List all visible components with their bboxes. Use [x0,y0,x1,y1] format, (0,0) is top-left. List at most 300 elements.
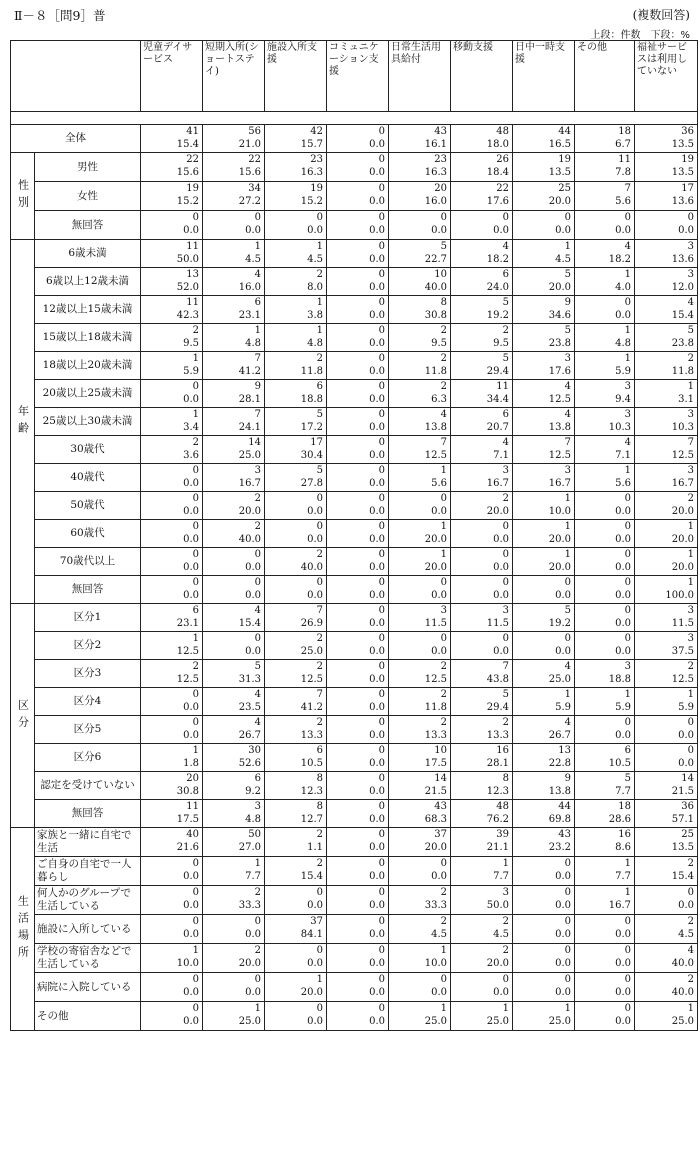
count-value: 2 [687,858,694,869]
count-value: 43 [434,801,447,812]
count-value: 2 [316,661,323,672]
value-cell [513,548,575,576]
value-cell [513,380,575,408]
value-cell [203,1002,265,1031]
value-cell [389,688,451,716]
column-header: 短期入所(ショートステイ) [203,41,265,112]
value-cell [141,240,203,268]
unit-note: 上段：件数 下段：% [590,30,690,41]
row-label: その他 [35,1002,141,1031]
count-value: 0 [378,212,385,223]
count-value: 1 [254,1003,261,1014]
row-label: 施設に入所している [35,915,141,944]
count-value: 2 [316,549,323,560]
percent-value: 0.0 [369,254,385,265]
row-label: 6歳以上12歳未満 [35,268,141,296]
percent-value: 5.6 [615,478,631,489]
column-header: 移動支援 [451,41,513,112]
percent-value: 24.1 [238,422,261,433]
percent-value: 0.0 [183,871,199,882]
percent-value: 12.5 [176,646,199,657]
percent-value: 0.0 [369,814,385,825]
percent-value: 13.3 [486,730,509,741]
value-cell [327,660,389,688]
percent-value: 20.0 [548,562,571,573]
value-cell [389,211,451,240]
value-cell [327,125,389,153]
percent-value: 0.0 [245,590,261,601]
row-label: 区分6 [35,744,141,772]
value-cell [451,944,513,973]
value-cell [451,520,513,548]
count-value: 18 [618,801,631,812]
percent-value: 11.5 [671,618,694,629]
count-value: 22 [248,154,261,165]
count-value: 5 [624,773,631,784]
count-value: 0 [316,521,323,532]
count-value: 4 [502,437,509,448]
count-value: 1 [624,887,631,898]
percent-value: 0.0 [615,310,631,321]
count-value: 0 [440,577,447,588]
count-value: 0 [378,801,385,812]
value-cell [513,604,575,632]
count-value: 37 [310,916,323,927]
percent-value: 0.0 [369,618,385,629]
value-cell [327,240,389,268]
value-cell [513,744,575,772]
value-cell [265,800,327,828]
percent-value: 84.1 [300,929,323,940]
percent-value: 25.0 [238,1016,261,1027]
count-value: 1 [564,493,571,504]
value-cell [513,240,575,268]
table-row [11,857,698,886]
count-value: 36 [681,126,694,137]
value-cell [575,211,635,240]
count-value: 1 [624,465,631,476]
value-cell [635,520,698,548]
percent-value: 34.4 [486,394,509,405]
percent-value: 0.0 [183,394,199,405]
count-value: 3 [440,605,447,616]
value-cell [203,436,265,464]
count-value: 4 [564,717,571,728]
count-value: 43 [434,126,447,137]
percent-value: 7.7 [245,871,261,882]
percent-value: 20.0 [671,534,694,545]
percent-value: 23.1 [238,310,261,321]
value-cell [203,182,265,211]
percent-value: 17.5 [176,814,199,825]
value-cell [203,828,265,857]
count-value: 2 [254,521,261,532]
count-value: 5 [254,661,261,672]
value-cell [265,576,327,604]
percent-value: 21.1 [486,842,509,853]
value-cell [451,436,513,464]
row-label: 病院に入院している [35,973,141,1002]
count-value: 1 [687,549,694,560]
count-value: 19 [310,183,323,194]
value-cell [513,520,575,548]
count-value: 0 [687,745,694,756]
value-cell [451,296,513,324]
percent-value: 0.0 [369,871,385,882]
percent-value: 0.0 [369,422,385,433]
percent-value: 40.0 [671,987,694,998]
value-cell [203,492,265,520]
percent-value: 30.8 [424,310,447,321]
count-value: 3 [624,381,631,392]
value-cell [141,632,203,660]
count-value: 1 [440,549,447,560]
count-value: 9 [564,297,571,308]
percent-value: 28.6 [608,814,631,825]
value-cell [575,125,635,153]
percent-value: 50.0 [486,900,509,911]
percent-value: 7.7 [615,871,631,882]
count-value: 1 [564,549,571,560]
percent-value: 0.0 [615,987,631,998]
count-value: 11 [496,381,509,392]
percent-value: 29.4 [486,702,509,713]
count-value: 0 [378,269,385,280]
percent-value: 0.0 [369,674,385,685]
value-cell [451,915,513,944]
count-value: 14 [248,437,261,448]
percent-value: 0.0 [615,730,631,741]
percent-value: 30.4 [300,450,323,461]
count-value: 0 [192,549,199,560]
percent-value: 12.7 [300,814,323,825]
value-cell [389,352,451,380]
count-value: 0 [192,493,199,504]
value-cell [389,408,451,436]
count-value: 0 [378,183,385,194]
percent-value: 0.0 [307,900,323,911]
percent-value: 42.3 [176,310,199,321]
table-row [11,660,698,688]
percent-value: 43.8 [486,674,509,685]
value-cell [635,716,698,744]
count-value: 1 [254,241,261,252]
table-row [11,268,698,296]
percent-value: 16.7 [486,478,509,489]
count-value: 1 [192,353,199,364]
value-cell [265,744,327,772]
percent-value: 20.0 [238,958,261,969]
value-cell [635,973,698,1002]
row-label: 女性 [35,182,141,211]
percent-value: 5.9 [183,366,199,377]
value-cell [141,973,203,1002]
count-value: 44 [558,126,571,137]
percent-value: 15.4 [238,618,261,629]
value-cell [265,240,327,268]
value-cell [203,548,265,576]
percent-value: 5.6 [431,478,447,489]
value-cell [635,153,698,182]
value-cell [141,604,203,632]
percent-value: 0.0 [369,646,385,657]
value-cell [635,604,698,632]
value-cell [141,520,203,548]
percent-value: 10.0 [176,958,199,969]
value-cell [513,324,575,352]
value-cell [635,492,698,520]
percent-value: 9.5 [183,338,199,349]
percent-value: 0.0 [369,534,385,545]
percent-value: 0.0 [369,786,385,797]
percent-value: 0.0 [555,900,571,911]
percent-value: 0.0 [369,730,385,741]
value-cell [389,548,451,576]
count-value: 0 [378,773,385,784]
value-cell [451,660,513,688]
value-cell [575,520,635,548]
percent-value: 20.0 [300,987,323,998]
count-value: 16 [496,745,509,756]
value-cell [513,716,575,744]
percent-value: 4.8 [245,338,261,349]
count-value: 4 [564,381,571,392]
table-row [11,800,698,828]
count-value: 0 [316,887,323,898]
count-value: 16 [618,829,631,840]
percent-value: 11.5 [486,618,509,629]
count-value: 0 [687,887,694,898]
percent-value: 0.0 [369,842,385,853]
percent-value: 12.5 [671,674,694,685]
percent-value: 15.6 [176,167,199,178]
percent-value: 15.4 [671,871,694,882]
value-cell [141,296,203,324]
percent-value: 0.0 [369,394,385,405]
value-cell [635,464,698,492]
value-cell [265,915,327,944]
count-value: 1 [624,353,631,364]
count-value: 0 [624,633,631,644]
value-cell [141,857,203,886]
count-value: 0 [440,633,447,644]
percent-value: 100.0 [665,590,694,601]
count-value: 2 [502,325,509,336]
report-header [0,0,700,40]
count-value: 6 [316,381,323,392]
count-value: 42 [310,126,323,137]
count-value: 11 [186,801,199,812]
percent-value: 7.7 [615,786,631,797]
percent-value: 0.0 [431,987,447,998]
percent-value: 0.0 [431,871,447,882]
percent-value: 0.0 [678,225,694,236]
table-row [11,464,698,492]
value-cell [635,857,698,886]
count-value: 1 [192,745,199,756]
count-value: 0 [192,521,199,532]
value-cell [203,915,265,944]
count-value: 0 [378,829,385,840]
value-cell [265,380,327,408]
count-value: 4 [624,241,631,252]
percent-value: 13.3 [424,730,447,741]
row-label: 12歳以上15歳未満 [35,296,141,324]
row-label: 20歳以上25歳未満 [35,380,141,408]
column-header: 日常生活用具給付 [389,41,451,112]
count-value: 0 [378,1003,385,1014]
table-row [11,744,698,772]
row-label: 全体 [11,125,141,153]
value-cell [575,436,635,464]
percent-value: 0.0 [183,987,199,998]
value-cell [327,800,389,828]
percent-value: 4.8 [615,338,631,349]
count-value: 0 [624,717,631,728]
count-value: 2 [254,887,261,898]
row-label: 25歳以上30歳未満 [35,408,141,436]
count-value: 6 [254,773,261,784]
value-cell [575,800,635,828]
percent-value: 12.0 [671,282,694,293]
count-value: 0 [254,212,261,223]
value-cell [203,268,265,296]
count-value: 22 [186,154,199,165]
count-value: 0 [564,577,571,588]
percent-value: 8.6 [615,842,631,853]
row-label: 何人かのグループで生活している [35,886,141,915]
table-row [11,716,698,744]
percent-value: 0.0 [555,871,571,882]
value-cell [451,352,513,380]
count-value: 19 [681,154,694,165]
percent-value: 6.7 [615,139,631,150]
table-row [11,240,698,268]
count-value: 8 [502,773,509,784]
percent-value: 10.0 [548,506,571,517]
percent-value: 0.0 [369,478,385,489]
value-cell [327,211,389,240]
count-value: 3 [502,465,509,476]
percent-value: 16.0 [238,282,261,293]
value-cell [203,716,265,744]
value-cell [575,688,635,716]
count-value: 2 [440,717,447,728]
value-cell [141,153,203,182]
percent-value: 15.2 [300,196,323,207]
value-cell [575,182,635,211]
count-value: 48 [496,801,509,812]
value-cell [327,604,389,632]
count-value: 0 [502,521,509,532]
count-value: 0 [192,577,199,588]
group-label: 生活場所 [11,828,35,1031]
value-cell [327,408,389,436]
percent-value: 11.8 [671,366,694,377]
value-cell [203,125,265,153]
count-value: 6 [316,745,323,756]
percent-value: 10.0 [424,958,447,969]
count-value: 0 [192,974,199,985]
percent-value: 12.5 [176,674,199,685]
value-cell [141,744,203,772]
value-cell [389,182,451,211]
count-value: 5 [502,353,509,364]
count-value: 3 [564,465,571,476]
percent-value: 25.0 [486,1016,509,1027]
value-cell [575,632,635,660]
row-label: 認定を受けていない [35,772,141,800]
count-value: 0 [624,297,631,308]
value-cell [635,268,698,296]
percent-value: 0.0 [555,929,571,940]
count-value: 0 [316,577,323,588]
value-cell [265,944,327,973]
percent-value: 40.0 [238,534,261,545]
row-label: 区分1 [35,604,141,632]
value-cell [389,464,451,492]
value-cell [575,828,635,857]
percent-value: 0.0 [615,929,631,940]
percent-value: 0.0 [307,506,323,517]
count-value: 0 [624,1003,631,1014]
percent-value: 11.8 [424,702,447,713]
value-cell [327,324,389,352]
value-cell [635,125,698,153]
percent-value: 13.8 [548,786,571,797]
value-cell [575,408,635,436]
value-cell [203,380,265,408]
count-value: 2 [254,945,261,956]
percent-value: 52.6 [238,758,261,769]
percent-value: 33.3 [238,900,261,911]
percent-value: 52.0 [176,282,199,293]
percent-value: 0.0 [369,338,385,349]
value-cell [575,944,635,973]
percent-value: 0.0 [431,646,447,657]
count-value: 0 [624,605,631,616]
value-cell [141,716,203,744]
percent-value: 16.5 [548,139,571,150]
value-cell [575,716,635,744]
count-value: 2 [687,661,694,672]
percent-value: 0.0 [307,534,323,545]
count-value: 0 [378,974,385,985]
value-cell [265,688,327,716]
percent-value: 13.5 [671,167,694,178]
value-cell [141,268,203,296]
value-cell [451,632,513,660]
value-cell [635,660,698,688]
count-value: 5 [564,325,571,336]
value-cell [203,744,265,772]
value-cell [389,772,451,800]
percent-value: 4.0 [615,282,631,293]
percent-value: 11.8 [300,366,323,377]
percent-value: 0.0 [183,225,199,236]
value-cell [141,464,203,492]
count-value: 2 [687,916,694,927]
value-cell [141,1002,203,1031]
count-value: 9 [564,773,571,784]
value-cell [141,380,203,408]
percent-value: 0.0 [615,225,631,236]
count-value: 0 [440,858,447,869]
value-cell [575,660,635,688]
percent-value: 22.8 [548,758,571,769]
value-cell [389,857,451,886]
value-cell [141,800,203,828]
